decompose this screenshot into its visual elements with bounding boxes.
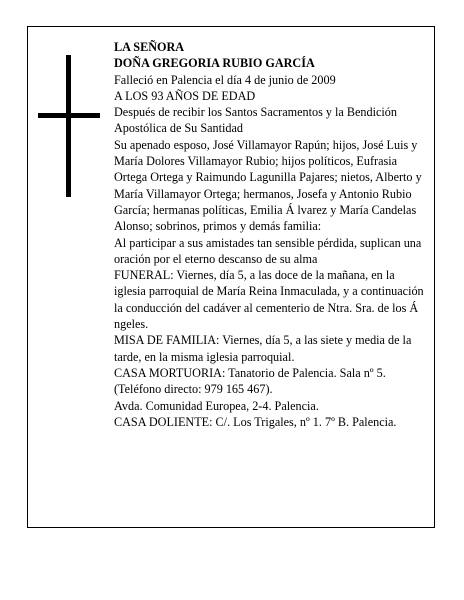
obituary-text bbox=[114, 39, 424, 430]
deceased-name: DOÑA GREGORIA RUBIO GARCÍA bbox=[114, 56, 315, 71]
title-line: LA SEÑORA bbox=[114, 40, 185, 54]
obituary-notice bbox=[27, 26, 435, 528]
family-home-info: CASA DOLIENTE: C/. Los Trigales, nº 1. 7º B. Palencia. bbox=[114, 414, 397, 429]
cross-post bbox=[66, 55, 71, 197]
funeral-home-address: Avda. Comunidad Europea, 2-4. Palencia. bbox=[114, 398, 319, 413]
cross-beam bbox=[38, 113, 100, 118]
funeral-info: FUNERAL: Viernes, día 5, a las doce de la mañana, en la iglesia parroquial de María Reina Inmaculada, y a continuación la conducción del cadáver al cementerio de Ntra. Sra. de los Á ngeles. bbox=[114, 268, 424, 332]
age-statement: A LOS 93 AÑOS DE EDAD bbox=[114, 88, 256, 103]
family-mass-info: MISA DE FAMILIA: Viernes, día 5, a las siete y media de la tarde, en la misma iglesia parroquial. bbox=[114, 333, 412, 364]
death-statement: Falleció en Palencia el día 4 de junio de 2009 bbox=[114, 72, 336, 87]
funeral-home-info: CASA MORTUORIA: Tanatorio de Palencia. Sala nº 5. (Teléfono directo: 979 165 467). bbox=[114, 365, 386, 397]
prayer-request: Al participar a sus amistades tan sensible pérdida, suplican una oración por el eterno descanso de su alma bbox=[114, 235, 422, 266]
sacraments-statement: Después de recibir los Santos Sacramentos y la Bendición Apostólica de Su Santidad bbox=[114, 105, 397, 136]
family-list: Su apenado esposo, José Villamayor Rapún; hijos, José Luis y María Dolores Villamayor Rubio; hijos políticos, Eufrasia Ortega Ortega y Raimundo Lagunilla Pajares; nietos, Alberto y María Villamayor Ortega; hermanos, Josefa y Antonio Rubio García; hermanas políticas, Emilia Á lvarez y María Candelas Alonso; sobrinos, primos y demás familia: bbox=[114, 137, 422, 234]
cross-icon bbox=[38, 55, 100, 197]
